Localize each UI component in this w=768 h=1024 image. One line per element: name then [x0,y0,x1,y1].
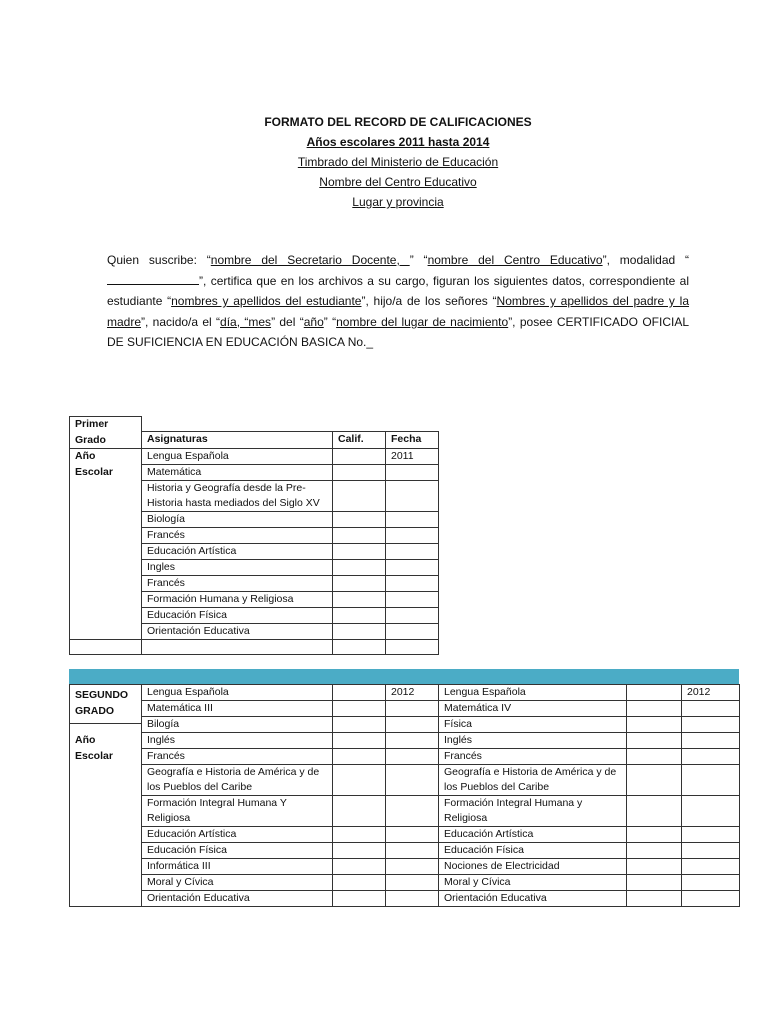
subject-cell: Moral y Cívica [142,875,333,891]
text-fragment: ”, hijo/a de los señores “ [361,294,497,308]
text-fragment: ”, certifica que en los archivos a su cargo, figuran los siguientes datos, correspondiente al estudiante “ [107,273,689,308]
date-cell [682,875,740,891]
date-cell [386,592,439,608]
ministry-stamp: Timbrado del Ministerio de Educación [297,155,499,169]
subject-cell: Lengua Española [439,685,627,701]
date-cell [386,560,439,576]
subject-cell: Francés [142,576,333,592]
grade-cell [333,608,386,624]
grade-cell [333,685,386,701]
table-row [70,717,740,733]
date-cell [386,827,439,843]
date-cell [386,528,439,544]
table-row [70,701,740,717]
table-row [70,685,740,701]
empty-cell [333,640,386,655]
table-row [70,765,740,796]
grade-cell [333,576,386,592]
subject-cell: Historia y Geografía desde la Pre-Historia hasta mediados del Siglo XV [142,481,333,512]
certification-paragraph [107,250,689,353]
date-cell [386,481,439,512]
date-cell [682,765,740,796]
date-cell [386,717,439,733]
grade-cell [627,701,682,717]
date-cell: 2012 [682,685,740,701]
subject-cell: Matemática [142,465,333,481]
empty-cell [142,640,333,655]
date-cell [682,843,740,859]
date-cell [386,796,439,827]
table-row [70,875,740,891]
place-province: Lugar y provincia [352,195,444,209]
subject-cell: Formación Integral Humana y Religiosa [439,796,627,827]
grade-cell [333,465,386,481]
birth-year-placeholder: año [303,314,324,329]
date-cell: 2012 [386,685,439,701]
date-cell [386,891,439,907]
table-row [70,827,740,843]
empty-cell [386,640,439,655]
student-name-placeholder: nombres y apellidos del estudiante [171,294,362,308]
subject-cell: Ingles [142,560,333,576]
grade-cell [333,827,386,843]
center-name: Nombre del Centro Educativo [319,175,477,189]
date-cell [386,465,439,481]
text-fragment: ” del “ [271,314,304,329]
section-divider-band [69,669,739,684]
subject-cell: Educación Física [142,608,333,624]
date-cell [682,701,740,717]
date-cell [682,733,740,749]
parents-name-placeholder: Nombres y apellidos del padre y la madre [107,294,689,329]
table-row [70,843,740,859]
date-cell [386,608,439,624]
grade-cell [627,749,682,765]
subject-cell: Educación Artística [142,544,333,560]
grade-cell [333,859,386,875]
grade-cell [627,796,682,827]
subject-cell: Formación Integral Humana Y Religiosa [142,796,333,827]
date-cell [682,717,740,733]
date-cell [386,544,439,560]
date-cell [682,827,740,843]
second-grade-table [69,684,740,907]
date-cell [682,749,740,765]
date-cell [386,733,439,749]
grade-cell [627,765,682,796]
date-cell [386,576,439,592]
subject-cell: Francés [439,749,627,765]
date-cell [386,843,439,859]
table-row [70,859,740,875]
subject-cell: Educación Artística [439,827,627,843]
subject-cell: Bilogía [142,717,333,733]
subject-cell: Inglés [142,733,333,749]
grade-cell [333,449,386,465]
table-row [70,749,740,765]
grade-cell [333,592,386,608]
grade-cell [627,859,682,875]
subject-cell: Educación Física [142,843,333,859]
birthplace-placeholder: nombre del lugar de nacimiento [336,314,509,329]
subject-cell: Orientación Educativa [142,624,333,640]
school-years: Años escolares 2011 hasta 2014 [306,135,490,149]
subject-cell: Biología [142,512,333,528]
grade-cell [333,512,386,528]
text-fragment: Quien suscribe: “ [107,253,211,267]
grade-cell [333,624,386,640]
header-grade: Calif. [333,431,386,449]
school-year-label: Año Escolar [70,449,142,640]
date-cell [386,765,439,796]
table-row [70,733,740,749]
text-fragment: ”, posee CERTIFICADO OFICIAL DE SUFICIENCIA EN EDUCACIÓN BASICA No. [107,314,689,349]
date-cell [682,891,740,907]
text-fragment: ”, nacido/a el “ [141,314,221,329]
header-date: Fecha [386,431,439,449]
grade-cell [333,717,386,733]
header-subjects: Asignaturas [142,431,333,449]
grade-cell [333,733,386,749]
grade-cell [627,875,682,891]
text-fragment: ” “ [323,314,337,329]
grade-cell [333,796,386,827]
grade-cell [333,701,386,717]
date-cell [386,859,439,875]
grade-cell [333,891,386,907]
first-grade-table [69,416,439,655]
empty-cell [70,640,142,655]
subject-cell: Lengua Española [142,685,333,701]
document-title: FORMATO DEL RECORD DE CALIFICACIONES [264,115,532,129]
subject-cell: Educación Artística [142,827,333,843]
subject-cell: Formación Humana y Religiosa [142,592,333,608]
grade-cell [627,733,682,749]
grade-cell [333,749,386,765]
subject-cell: Inglés [439,733,627,749]
grade-cell [627,891,682,907]
grade-cell [333,765,386,796]
subject-cell: Geografía e Historia de América y de los Pueblos del Caribe [142,765,333,796]
grade-label: Primer Grado [70,417,142,449]
text-fragment: ”, modalidad “ [602,253,690,267]
grade-cell [333,875,386,891]
grade-label-cell [70,685,142,907]
table-row [70,449,439,465]
subject-cell: Francés [142,528,333,544]
grade-cell [333,481,386,512]
subject-cell: Orientación Educativa [142,891,333,907]
date-cell [386,624,439,640]
subject-cell: Geografía e Historia de América y de los Pueblos del Caribe [439,765,627,796]
grade-cell [333,560,386,576]
label-divider [70,723,141,724]
subject-cell: Informática III [142,859,333,875]
birth-day-month-placeholder: día, “mes [220,314,272,329]
empty-row [70,640,439,655]
subject-cell: Lengua Española [142,449,333,465]
document-header [0,112,768,212]
grade-cell [333,843,386,859]
grade-label: SEGUNDO GRADO [75,689,129,717]
center-name-placeholder: nombre del Centro Educativo [427,253,603,267]
subject-cell: Matemática IV [439,701,627,717]
subject-cell: Moral y Cívica [439,875,627,891]
table-row [70,891,740,907]
date-cell [386,701,439,717]
subject-cell: Educación Física [439,843,627,859]
date-cell [386,875,439,891]
grade-cell [627,843,682,859]
grade-cell [333,544,386,560]
grade-cell [627,827,682,843]
subject-cell: Matemática III [142,701,333,717]
subject-cell: Francés [142,749,333,765]
date-cell [682,859,740,875]
grade-cell [627,685,682,701]
subject-cell: Orientación Educativa [439,891,627,907]
certificate-number-blank: _ [366,335,374,349]
table-row [70,796,740,827]
subject-cell: Nociones de Electricidad [439,859,627,875]
modality-blank [107,273,199,285]
date-cell [386,749,439,765]
date-cell [386,512,439,528]
grade-cell [627,717,682,733]
school-year-label: Año Escolar [75,734,113,762]
text-fragment: ” “ [409,253,428,267]
grade-cell [333,528,386,544]
secretary-name-placeholder: nombre del Secretario Docente, [210,253,410,267]
date-cell [682,796,740,827]
date-cell: 2011 [386,449,439,465]
subject-cell: Física [439,717,627,733]
